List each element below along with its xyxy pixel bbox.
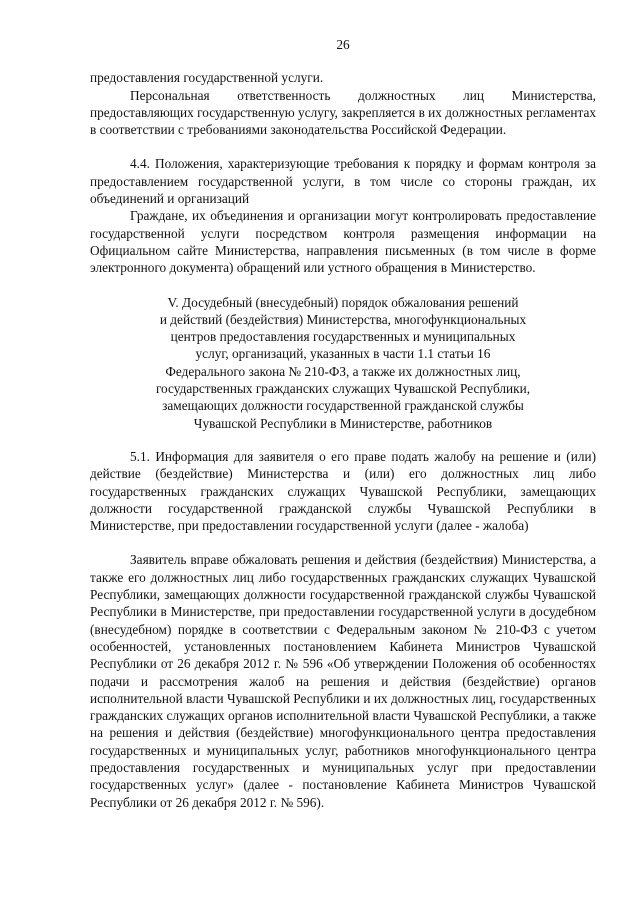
paragraph-continuation: предоставления государственной услуги. (90, 70, 324, 86)
heading-line: центров предоставления государственных и муниципальных (170, 329, 516, 345)
section-4-4-text: Граждане, их объединения и организации могут контролировать предоставление государственной услуги посредством контроля размещения информации на Официальном сайте Министерства, направления письменных (в том числе в форме электронного документа) обращений или устного обращения в Министерство. (90, 208, 596, 276)
heading-line: и действий (бездействия) Министерства, многофункциональных (159, 311, 527, 327)
heading-line: замещающих должности государственной гражданской службы (162, 398, 524, 414)
heading-line: Чувашской Республики в Министерстве, работников (193, 415, 493, 431)
heading-line: услуг, организаций, указанных в части 1.1 статьи 16 (195, 346, 491, 362)
section-4-4-title: 4.4. Положения, характеризующие требования к порядку и формам контроля за предоставлением государственной услуги, в том числе со стороны граждан, их объединений и организаций (90, 156, 596, 207)
section-5-1-text: Заявитель вправе обжаловать решения и действия (бездействия) Министерства, а также его должностных лиц либо государственных гражданских служащих Чувашской Республики, замещающих должности государственной гражданской службы Чувашской Республики в Министерстве, при предоставлении государственной услуги в досудебном (внесудебном) порядке в соответствии с Федеральным законом № 210-ФЗ с учетом особенностей, установленных постановлением Кабинета Министров Чувашской Республики от 26 декабря 2012 г. № 596 «Об утверждении Положения об особенностях подачи и рассмотрения жалоб на решения и действия (бездействие) органов исполнительной власти Чувашской Республики и их должностных лиц, государственных гражданских служащих органов исполнительной власти Чувашской Республики, а также на решения и действия (бездействие) многофункционального центра предоставления государственных и муниципальных услуг, работников многофункционального центра предоставления государственных и муниципальных услуг при предоставлении государственных услуг» (далее - постановление Кабинета Министров Чувашской Республики от 26 декабря 2012 г. № 596). (90, 552, 596, 810)
section-5-1-title: 5.1. Информация для заявителя о его праве подать жалобу на решение и (или) действие (бездействие) Министерства и (или) его должностных лиц либо государственных гражданских служащих Чувашской Республики, замещающих должности государственной гражданской службы Чувашской Республики в Министерстве, при предоставлении государственной услуги (далее - жалоба) (90, 448, 596, 534)
page-number: 26 (336, 37, 350, 52)
heading-line: V. Досудебный (внесудебный) порядок обжалования решений (167, 294, 519, 310)
heading-line: государственных гражданских служащих Чувашской Республики, (155, 381, 531, 397)
section-v-heading (90, 294, 596, 432)
heading-line: Федерального закона № 210-ФЗ, а также их должностных лиц, (165, 363, 521, 379)
paragraph-responsibility: Персональная ответственность должностных лиц Министерства, предоставляющих государственную услугу, закрепляется в их должностных регламентах в соответствии с требованиями законодательства Российской Федерации. (90, 87, 596, 138)
